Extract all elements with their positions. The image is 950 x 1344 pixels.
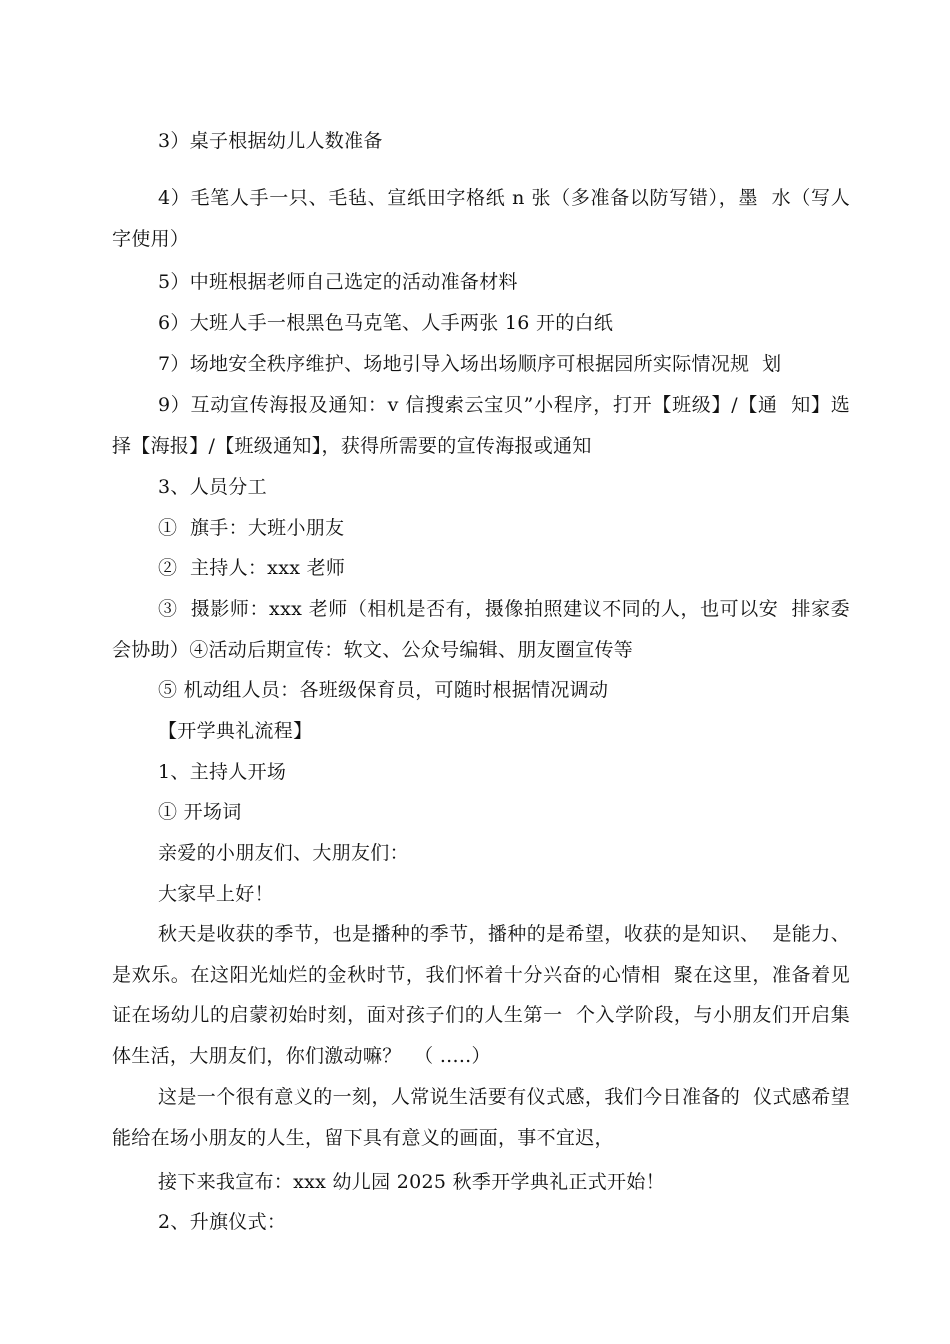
speech-ritual-paragraph: 这是一个很有意义的一刻，人常说生活要有仪式感，我们今日准备的 仪式感希望能给在场小朋友的人生，留下具有意义的画面，事不宜迟， (112, 1086, 850, 1149)
list-item-photographer: ③ 摄影师：xxx 老师（相机是否有，摄像拍照建议不同的人，也可以安 排家委会协助）④活动后期宣传：软文、公众号编辑、朋友圈宣传等 (112, 598, 850, 661)
speech-autumn-paragraph: 秋天是收获的季节，也是播种的季节，播种的是希望，收获的是知识、 是能力、是欢乐。在这阳光灿烂的金秋时节，我们怀着十分兴奋的心情相 聚在这里，准备着见证在场幼儿的启蒙初始时刻，面对孩子们的人生第一 个入学阶段，与小朋友们开启集体生活，大朋友们，你们激动嘛？ （ .....） (112, 923, 850, 1067)
paragraph-senior-class-supplies: 6）大班人手一根黑色马克笔、人手两张 16 开的白纸 (158, 312, 614, 334)
paragraph-middle-class-materials: 5）中班根据老师自己选定的活动准备材料 (158, 271, 518, 293)
speech-announcement: 接下来我宣布：xxx 幼儿园 2025 秋季开学典礼正式开始！ (158, 1171, 665, 1193)
section-heading-staffing: 3、人员分工 (158, 476, 267, 498)
list-item-flag-bearer: ① 旗手：大班小朋友 (158, 517, 345, 539)
paragraph-venue-safety: 7）场地安全秩序维护、场地引导入场出场顺序可根据园所实际情况规 划 (158, 353, 782, 375)
step-host-opening: 1、主持人开场 (158, 761, 287, 783)
list-item-mobile-team: ⑤ 机动组人员：各班级保育员，可随时根据情况调动 (158, 679, 609, 701)
paragraph-brush-supplies: 4）毛笔人手一只、毛毡、宣纸田字格纸 n 张（多准备以防写错），墨 水（写人字使用） (112, 187, 850, 250)
paragraph-promo-poster: 9）互动宣传海报及通知：v 信搜索云宝贝”小程序，打开【班级】/【通 知】选择【海报】/【班级通知】，获得所需要的宣传海报或通知 (112, 394, 850, 457)
paragraph-table-prep: 3）桌子根据幼儿人数准备 (158, 130, 383, 152)
list-item-host: ② 主持人：xxx 老师 (158, 557, 346, 579)
step-opening-speech: ① 开场词 (158, 801, 242, 823)
speech-good-morning: 大家早上好！ (158, 883, 274, 905)
section-heading-ceremony-flow: 【开学典礼流程】 (158, 720, 313, 742)
step-flag-raising: 2、升旗仪式： (158, 1211, 287, 1233)
speech-greeting: 亲爱的小朋友们、大朋友们： (158, 842, 409, 864)
